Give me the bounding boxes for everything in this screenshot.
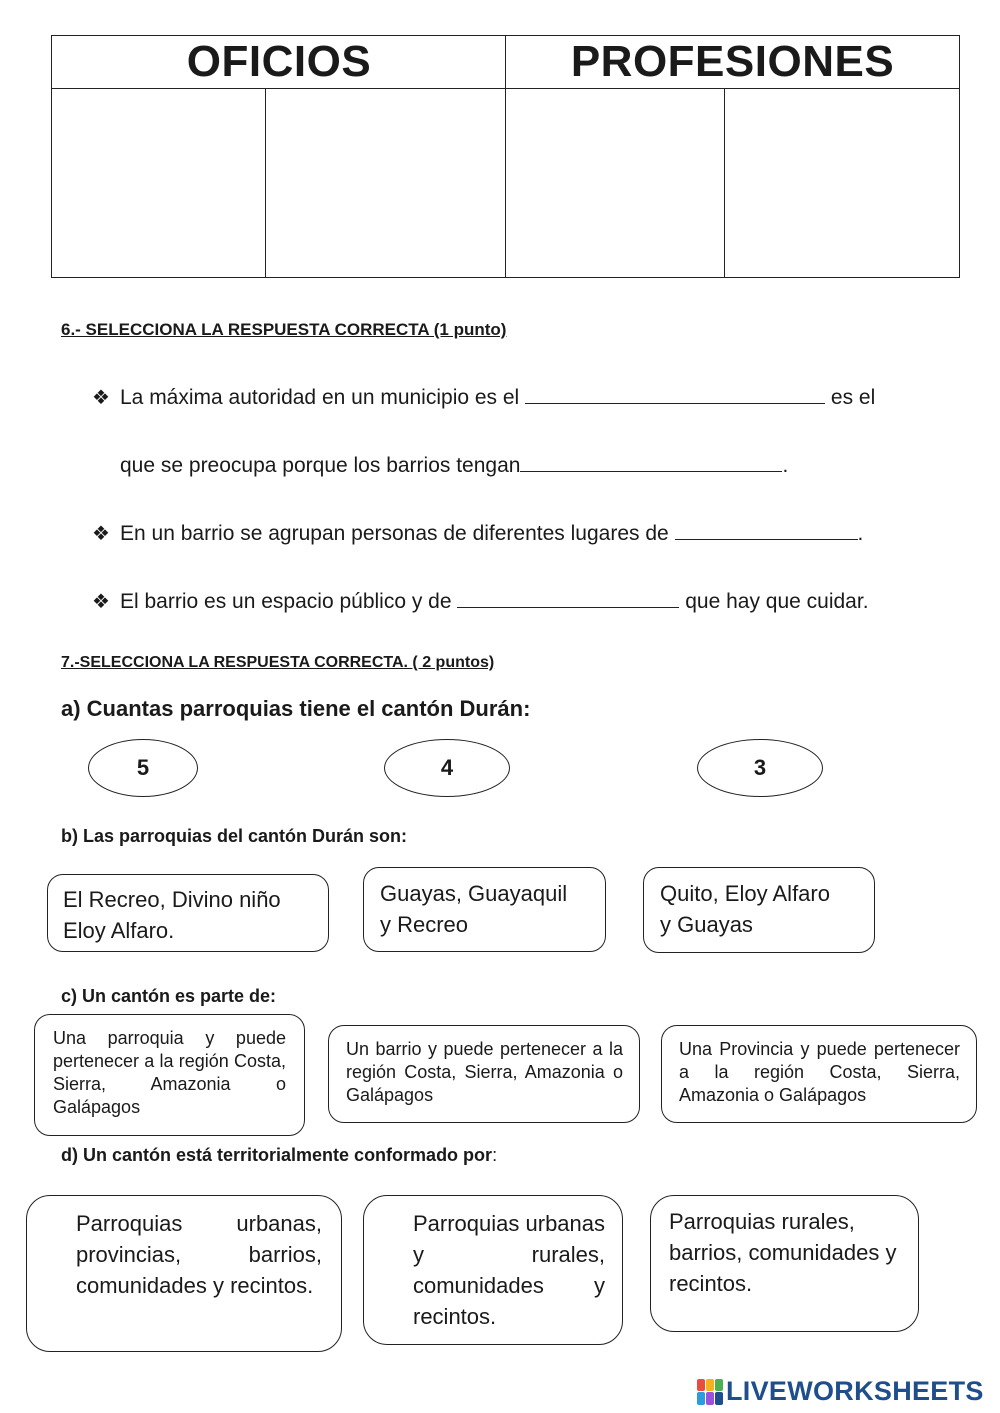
oficios-profesiones-table [51, 35, 960, 278]
blank-barrios-tengan[interactable] [520, 451, 782, 472]
diamond-bullet-icon: ❖ [92, 387, 110, 409]
option-b-2-line-2: y Recreo [380, 912, 469, 937]
question-b: b) Las parroquias del cantón Durán son: [61, 826, 408, 846]
fill-item-1-text: La máxima autoridad en un municipio es el [120, 386, 520, 409]
fill-item-2-suffix: . [857, 522, 864, 545]
option-d-2[interactable] [363, 1195, 623, 1345]
option-c-1-text: Una parroquia y puede pertenecer a la región Costa, Sierra, Amazonia o Galápagos [53, 1028, 286, 1117]
option-b-1-line-1: El Recreo, Divino niño [63, 887, 281, 912]
question-d-colon: : [492, 1145, 498, 1165]
option-b-3-line-2: y Guayas [660, 912, 753, 937]
fill-item-2 [92, 519, 863, 546]
option-c-2[interactable] [328, 1025, 640, 1123]
oficios-cell-2[interactable] [266, 89, 505, 277]
liveworksheets-logo [697, 1376, 984, 1407]
fill-item-3-text: El barrio es un espacio público y de [120, 590, 452, 613]
option-b-3-line-1: Quito, Eloy Alfaro [660, 881, 830, 906]
option-a-3[interactable]: 3 [697, 739, 823, 797]
option-a-1[interactable]: 5 [88, 739, 198, 797]
oficios-cell-1[interactable] [52, 89, 265, 277]
option-b-2[interactable] [363, 867, 606, 952]
option-b-2-line-1: Guayas, Guayaquil [380, 881, 568, 906]
liveworksheets-mark-icon [697, 1379, 723, 1405]
section-6-title: 6.- SELECCIONA LA RESPUESTA CORRECTA (1 punto) [61, 320, 507, 339]
question-d [61, 1145, 497, 1166]
fill-item-3-suffix: que hay que cuidar. [685, 590, 869, 613]
fill-item-1b-suffix: . [782, 454, 789, 477]
blank-diferentes-lugares[interactable] [675, 519, 858, 540]
fill-item-1b [120, 451, 788, 478]
option-c-2-text: Un barrio y puede pertenecer a la región Costa, Sierra, Amazonia o Galápagos [346, 1039, 623, 1105]
option-b-3[interactable] [643, 867, 875, 953]
profesiones-cell-1[interactable] [506, 89, 724, 277]
question-d-text: d) Un cantón está territorialmente conformado por [61, 1145, 493, 1165]
option-d-1-text: Parroquias urbanas, provincias, barrios, comunidades y recintos. [76, 1211, 322, 1298]
fill-item-2-text: En un barrio se agrupan personas de diferentes lugares de [120, 522, 669, 545]
option-c-3-text: Una Provincia y puede pertenecer a la región Costa, Sierra, Amazonia o Galápagos [679, 1039, 960, 1105]
diamond-bullet-icon: ❖ [92, 523, 110, 545]
option-c-3[interactable] [661, 1025, 977, 1123]
header-profesiones: PROFESIONES [570, 37, 895, 86]
fill-item-1-suffix: es el [830, 386, 876, 409]
fill-item-1b-text: que se preocupa porque los barrios tengan [120, 454, 521, 477]
liveworksheets-brand-text: LIVEWORKSHEETS [726, 1376, 984, 1406]
blank-max-autoridad[interactable] [525, 383, 825, 404]
option-d-2-text: Parroquias urbanas y rurales, comunidades y recintos. [413, 1211, 606, 1329]
profesiones-cell-2[interactable] [725, 89, 959, 277]
question-c: c) Un cantón es parte de: [61, 986, 277, 1006]
option-d-1[interactable] [26, 1195, 342, 1352]
header-oficios: OFICIOS [186, 37, 372, 86]
question-a: a) Cuantas parroquias tiene el cantón Durán: [61, 696, 531, 721]
section-7-title: 7.-SELECCIONA LA RESPUESTA CORRECTA. ( 2 puntos) [61, 654, 495, 671]
fill-item-1 [92, 383, 875, 410]
option-d-3-text: Parroquias rurales, barrios, comunidades y recintos. [669, 1209, 897, 1296]
fill-item-3 [92, 587, 869, 614]
blank-espacio-publico[interactable] [457, 587, 679, 608]
option-a-2[interactable]: 4 [384, 739, 510, 797]
option-b-1-line-2: Eloy Alfaro. [63, 918, 175, 943]
option-d-3[interactable] [650, 1195, 919, 1332]
diamond-bullet-icon: ❖ [92, 591, 110, 613]
option-c-1[interactable] [34, 1014, 305, 1136]
option-b-1[interactable] [47, 874, 329, 952]
